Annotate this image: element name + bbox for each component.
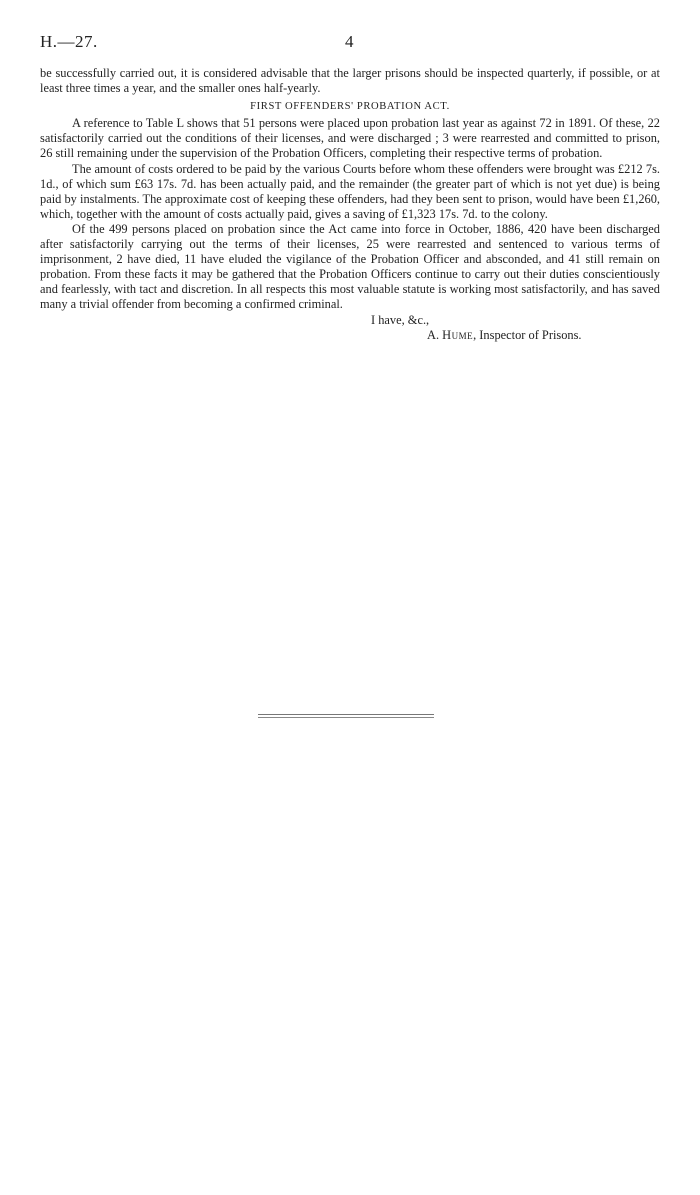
page-header: [40, 32, 660, 54]
paragraph-since-1886: Of the 499 persons placed on probation since the Act came into force in October, 1886, 420 have been discharged after satisfactorily carrying out the terms of their licenses, 25 were rearrested and sentenced to various terms of imprisonment, 2 have died, 11 have eluded the vigilance of the Probation Officer and absconded, and 41 still remain on probation. From these facts it may be gathered that the Probation Officers continue to carry out their duties conscientiously and fearlessly, with tact and discretion. In all respects this most valuable statute is working most satisfactorily, and has saved many a trivial offender from becoming a confirmed criminal.: [40, 221, 660, 312]
signatory-surname: Hume: [442, 327, 474, 342]
body-text: [40, 66, 660, 347]
section-divider: [258, 714, 434, 718]
paragraph-probation-summary: A reference to Table L shows that 51 persons were placed upon probation last year as against 72 in 1891. Of these, 22 satisfactorily carried out the conditions of their licenses, and were discharged ; 3 were rearrested and committed to prison, 26 still remaining under the supervision of the Probation Officers, completing their respective terms of probation.: [40, 116, 660, 161]
signatory-title: , Inspector of Prisons.: [473, 327, 582, 342]
paragraph-costs: The amount of costs ordered to be paid by the various Courts before whom these offenders were brought was £212 7s. 1d., of which sum £63 17s. 7d. has been actually paid, and the remainder (the greater part of which is not yet due) is being paid by instalments. The approximate cost of keeping these offenders, had they been sent to prison, would have been £1,260, which, together with the amount of costs actually paid, gives a saving of £1,323 17s. 7d. to the colony.: [40, 161, 660, 221]
divider-line-thick: [258, 714, 434, 715]
paragraph-continuation: be successfully carried out, it is considered advisable that the larger prisons should be inspected quarterly, if possible, or at least three times a year, and the smaller ones half-yearly.: [40, 66, 660, 96]
section-heading: FIRST OFFENDERS' PROBATION ACT.: [250, 101, 450, 113]
divider-line-thin: [258, 717, 434, 718]
letter-closing: [40, 313, 660, 347]
page-reference: H.—27.: [40, 32, 98, 51]
page-number: 4: [345, 32, 354, 51]
signatory-initial: A.: [427, 327, 440, 342]
closing-salutation: I have, &c.,: [371, 312, 430, 327]
signature-line: [427, 328, 582, 343]
